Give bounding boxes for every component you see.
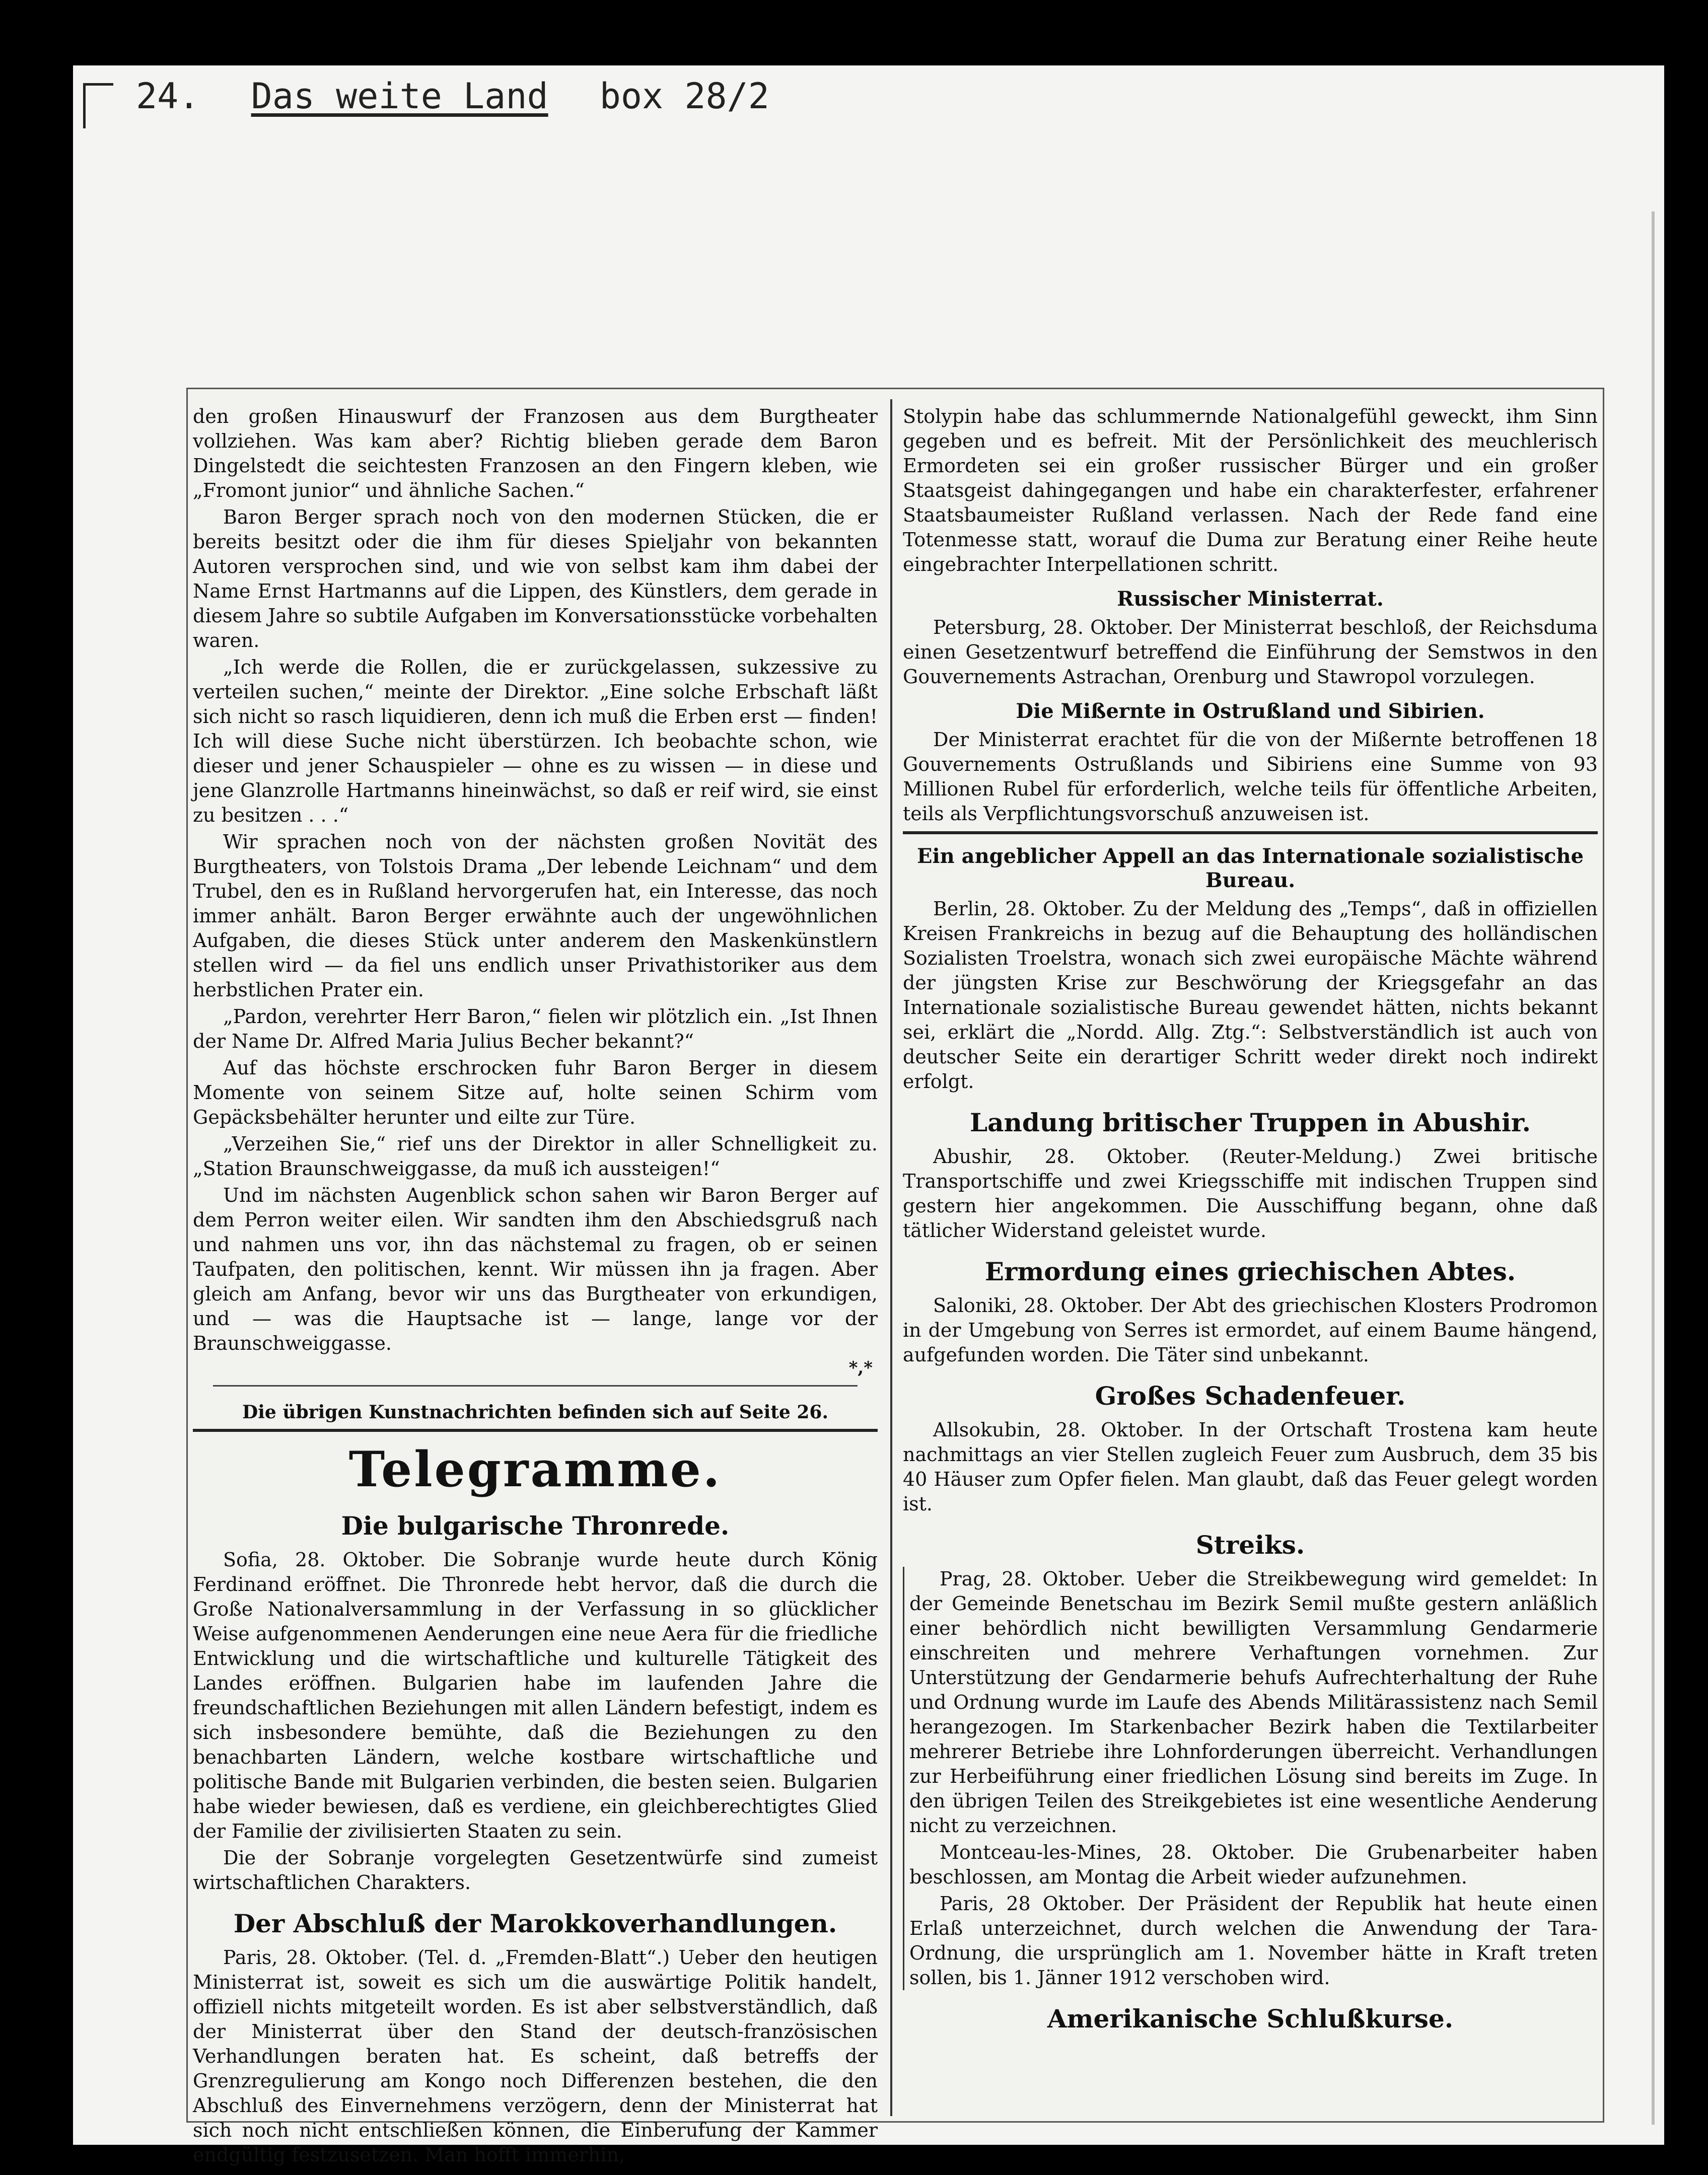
- paragraph: Stolypin habe das schlummernde Nationalgefühl geweckt, ihm Sinn gegeben und es befreit. Mit der Persönlichkeit des meuchlerisch Ermordeten sei ein großer russischer Bürger und ein großer Staatsgeist dahingegangen und habe ein charakterfester, erfahrener Staatsbaumeister Rußland verlassen. Nach der Rede fand eine Totenmesse statt, worauf die Duma zur Beratung einer Reihe heute eingebrachter Interpellationen schritt.: [903, 405, 1598, 575]
- article-title: Ermordung eines griechischen Abtes.: [984, 1257, 1516, 1286]
- left-column: [193, 404, 878, 2166]
- box-label: box 28/2: [599, 76, 769, 117]
- paragraph: Und im nächsten Augenblick schon sahen wir Baron Berger auf dem Perron weiter eilen. Wir sandten ihm den Abschiedsgruß nach und nahmen uns vor, ihn das nächstemal zu fragen, ob er seinen Taufpaten, den politischen, kennt. Wir müssen ihn ja fragen. Aber gleich am Anfang, bevor wir uns das Burgtheater von erkundigen, und — was die Hauptsache ist — lange, lange vor der Braunschweiggasse.: [193, 1184, 878, 1354]
- article-title: Streiks.: [1195, 1530, 1305, 1560]
- article-title: Der Abschluß der Marokkoverhandlungen.: [233, 1909, 837, 1938]
- paragraph: Die der Sobranje vorgelegten Gesetzentwürfe sind zumeist wirtschaftlichen Charakters.: [193, 1847, 878, 1894]
- paragraph: Petersburg, 28. Oktober. Der Ministerrat beschloß, der Reichsduma einen Gesetzentwurf betreffend die Einführung der Semstwos in den Gouvernements Astrachan, Orenburg und Stawropol vorzulegen.: [903, 616, 1598, 688]
- paragraph: „Ich werde die Rollen, die er zurückgelassen, sukzessive zu verteilen suchen,“ meinte der Direktor. „Eine solche Erbschaft läßt sich nicht so rasch liquidieren, denn ich muß die Erben erst — finden! Ich will diese Suche nicht überstürzen. Ich beobachte schon, wie dieser und jener Schauspieler — ohne es zu wissen — in diese und jene Glanzrolle Hartmanns hineinwächst, so daß er reif wird, sie einst zu besitzen . . .“: [193, 656, 878, 826]
- divider: [193, 1429, 878, 1432]
- paragraph: Berlin, 28. Oktober. Zu der Meldung des „Temps“, daß in offiziellen Kreisen Frankreichs in bezug auf die Behauptung des holländischen Sozialisten Troelstra, wonach sich zwei europäische Mächte während der jüngsten Krise zur Beschwörung der Kriegsgefahr an das Internationale sozialistische Bureau gewendet hätten, nichts bekannt sei, erklärt die „Nordd. Allg. Ztg.“: Selbstverständlich ist auch von deutscher Seite ein derartiger Schritt weder direkt noch indirekt erfolgt.: [903, 898, 1598, 1093]
- work-title: Das weite Land: [251, 76, 548, 117]
- notice: Die übrigen Kunstnachrichten befinden sich auf Seite 26.: [242, 1402, 828, 1423]
- article-title: Die Mißernte in Ostrußland und Sibirien.: [1016, 699, 1485, 723]
- divider: [903, 831, 1598, 834]
- article-title: Amerikanische Schlußkurse.: [1047, 2004, 1454, 2034]
- signature: *,*: [848, 1358, 873, 1378]
- paragraph: „Pardon, verehrter Herr Baron,“ fielen wir plötzlich ein. „Ist Ihnen der Name Dr. Alfred Maria Julius Becher bekannt?“: [193, 1005, 878, 1052]
- corner-mark: [83, 83, 113, 86]
- right-column: [903, 404, 1598, 2116]
- paragraph: Paris, 28 Oktober. Der Präsident der Republik hat heute einen Erlaß unterzeichnet, durch welchen die Anwendung der Tara-Ordnung, die ursprünglich am 1. November hätte in Kraft treten sollen, bis 1. Jänner 1912 verschoben wird.: [909, 1893, 1598, 1989]
- paragraph: Wir sprachen noch von der nächsten großen Novität des Burgtheaters, von Tolstois Drama „Der lebende Leichnam“ und dem Trubel, den es in Rußland hervorgerufen hat, ein Interesse, das noch immer anhält. Baron Berger erwähnte auch der ungewöhnlichen Aufgaben, die dieses Stück unter anderem den Maskenkünstlern stellen wird — da fiel uns endlich unser Privathistoriker aus dem herbstlichen Prater ein.: [193, 831, 878, 1001]
- paragraph: den großen Hinauswurf der Franzosen aus dem Burgtheater vollziehen. Was kam aber? Richtig blieben gerade dem Baron Dingelstedt die seichtesten Franzosen an den Fingern kleben, wie „Fromont junior“ und ähnliche Sachen.“: [193, 405, 878, 501]
- article-title: Ein angeblicher Appell an das Internationale sozialistische Bureau.: [916, 844, 1584, 892]
- section-title: Telegramme.: [348, 1441, 722, 1498]
- paragraph: Sofia, 28. Oktober. Die Sobranje wurde heute durch König Ferdinand eröffnet. Die Thronrede hebt hervor, daß die durch die Große Nationalversammlung in der Verfassung in so glücklicher Weise aufgenommenen Aenderungen eine neue Aera für die friedliche Entwicklung und die wirtschaftliche und kulturelle Tätigkeit des Landes eröffnen. Bulgarien habe im laufenden Jahre die freundschaftlichen Beziehungen mit allen Ländern befestigt, indem es sich insbesondere bemühte, daß die Beziehungen zu den benachbarten Ländern, welche kostbare wirtschaftliche und politische Bande mit Bulgarien verbinden, die besten seien. Bulgarien habe wieder bewiesen, daß es verdiene, ein gleichberechtigtes Glied der Familie der zivilisierten Staaten zu sein.: [193, 1549, 878, 1842]
- archive-header: [136, 76, 800, 117]
- column-divider: [890, 399, 892, 2116]
- paragraph: Auf das höchste erschrocken fuhr Baron Berger in diesem Momente von seinem Sitze auf, holte seinen Schirm vom Gepäcksbehälter herunter und eilte zur Türe.: [193, 1057, 878, 1128]
- strike-reports: [903, 1567, 1598, 1990]
- article-title: Großes Schadenfeuer.: [1095, 1381, 1406, 1411]
- corner-mark: [83, 83, 86, 128]
- sheet-edge: [1652, 211, 1655, 2125]
- article-title: Landung britischer Truppen in Abushir.: [969, 1108, 1531, 1137]
- item-number: 24.: [136, 76, 200, 117]
- paragraph: „Verzeihen Sie,“ rief uns der Direktor in aller Schnelligkeit zu. „Station Braunschweiggasse, da muß ich aussteigen!“: [193, 1133, 878, 1180]
- article-title: Russischer Ministerrat.: [1117, 587, 1384, 611]
- paragraph: Der Ministerrat erachtet für die von der Mißernte betroffenen 18 Gouvernements Ostrußlands und Sibiriens eine Summe von 93 Millionen Rubel für erforderlich, welche teils für öffentliche Arbeiten, teils als Verpflichtungsvorschuß anzuweisen ist.: [903, 729, 1598, 825]
- newspaper-clipping: [186, 388, 1604, 2166]
- paragraph: Abushir, 28. Oktober. (Reuter-Meldung.) Zwei britische Transportschiffe und zwei Kriegsschiffe mit indischen Truppen sind gestern hier angekommen. Die Ausschiffung begann, ohne daß tätlicher Widerstand geleistet wurde.: [903, 1145, 1598, 1242]
- article-title: Die bulgarische Thronrede.: [341, 1511, 730, 1541]
- paragraph: Paris, 28. Oktober. (Tel. d. „Fremden-Blatt“.) Ueber den heutigen Ministerrat ist, soweit es sich um die auswärtige Politik handelt, offiziell nichts mitgeteilt worden. Es ist aber selbstverständlich, daß der Ministerrat über den Stand der deutsch-französischen Verhandlungen beraten hat. Es scheint, daß betreffs der Grenzregulierung am Kongo noch Differenzen bestehen, die den Abschluß des Einvernehmens verzögern, denn der Ministerrat hat sich noch nicht entschließen können, die Einberufung der Kammer endgültig festzusetzen. Man hofft immerhin,: [193, 1946, 878, 2166]
- divider: [213, 1385, 858, 1387]
- paragraph: Prag, 28. Oktober. Ueber die Streikbewegung wird gemeldet: In der Gemeinde Benetschau im Bezirk Semil mußte gestern anläßlich einer behördlich nicht bewilligten Versammlung Gendarmerie einschreiten und mehrere Verhaftungen vornehmen. Zur Unterstützung der Gendarmerie behufs Aufrechterhaltung der Ruhe und Ordnung wurde im Laufe des Abends Militärassistenz nach Semil herangezogen. Im Starkenbacher Bezirk haben die Textilarbeiter mehrerer Betriebe ihre Lohnforderungen überreicht. Verhandlungen zur Herbeiführung einer friedlichen Lösung sind bereits im Zuge. In den übrigen Teilen des Streikgebietes ist eine wesentliche Aenderung nicht zu verzeichnen.: [909, 1568, 1598, 1837]
- paragraph: Saloniki, 28. Oktober. Der Abt des griechischen Klosters Prodromon in der Umgebung von Serres ist ermordet, auf einem Baume hängend, aufgefunden worden. Die Täter sind unbekannt.: [903, 1294, 1598, 1366]
- paragraph: Baron Berger sprach noch von den modernen Stücken, die er bereits besitzt oder die ihm für dieses Spieljahr von bekannten Autoren versprochen sind, und wie von selbst kam ihm dabei der Name Ernst Hartmanns auf die Lippen, des Künstlers, dem gerade in diesem Jahre so subtile Aufgaben im Konversationsstücke vorbehalten waren.: [193, 506, 878, 651]
- paragraph: Allsokubin, 28. Oktober. In der Ortschaft Trostena kam heute nachmittags an vier Stellen zugleich Feuer zum Ausbruch, dem 35 bis 40 Häuser zum Opfer fielen. Man glaubt, daß das Feuer gelegt worden ist.: [903, 1419, 1598, 1515]
- paragraph: Montceau-les-Mines, 28. Oktober. Die Grubenarbeiter haben beschlossen, am Montag die Arbeit wieder aufzunehmen.: [909, 1841, 1598, 1888]
